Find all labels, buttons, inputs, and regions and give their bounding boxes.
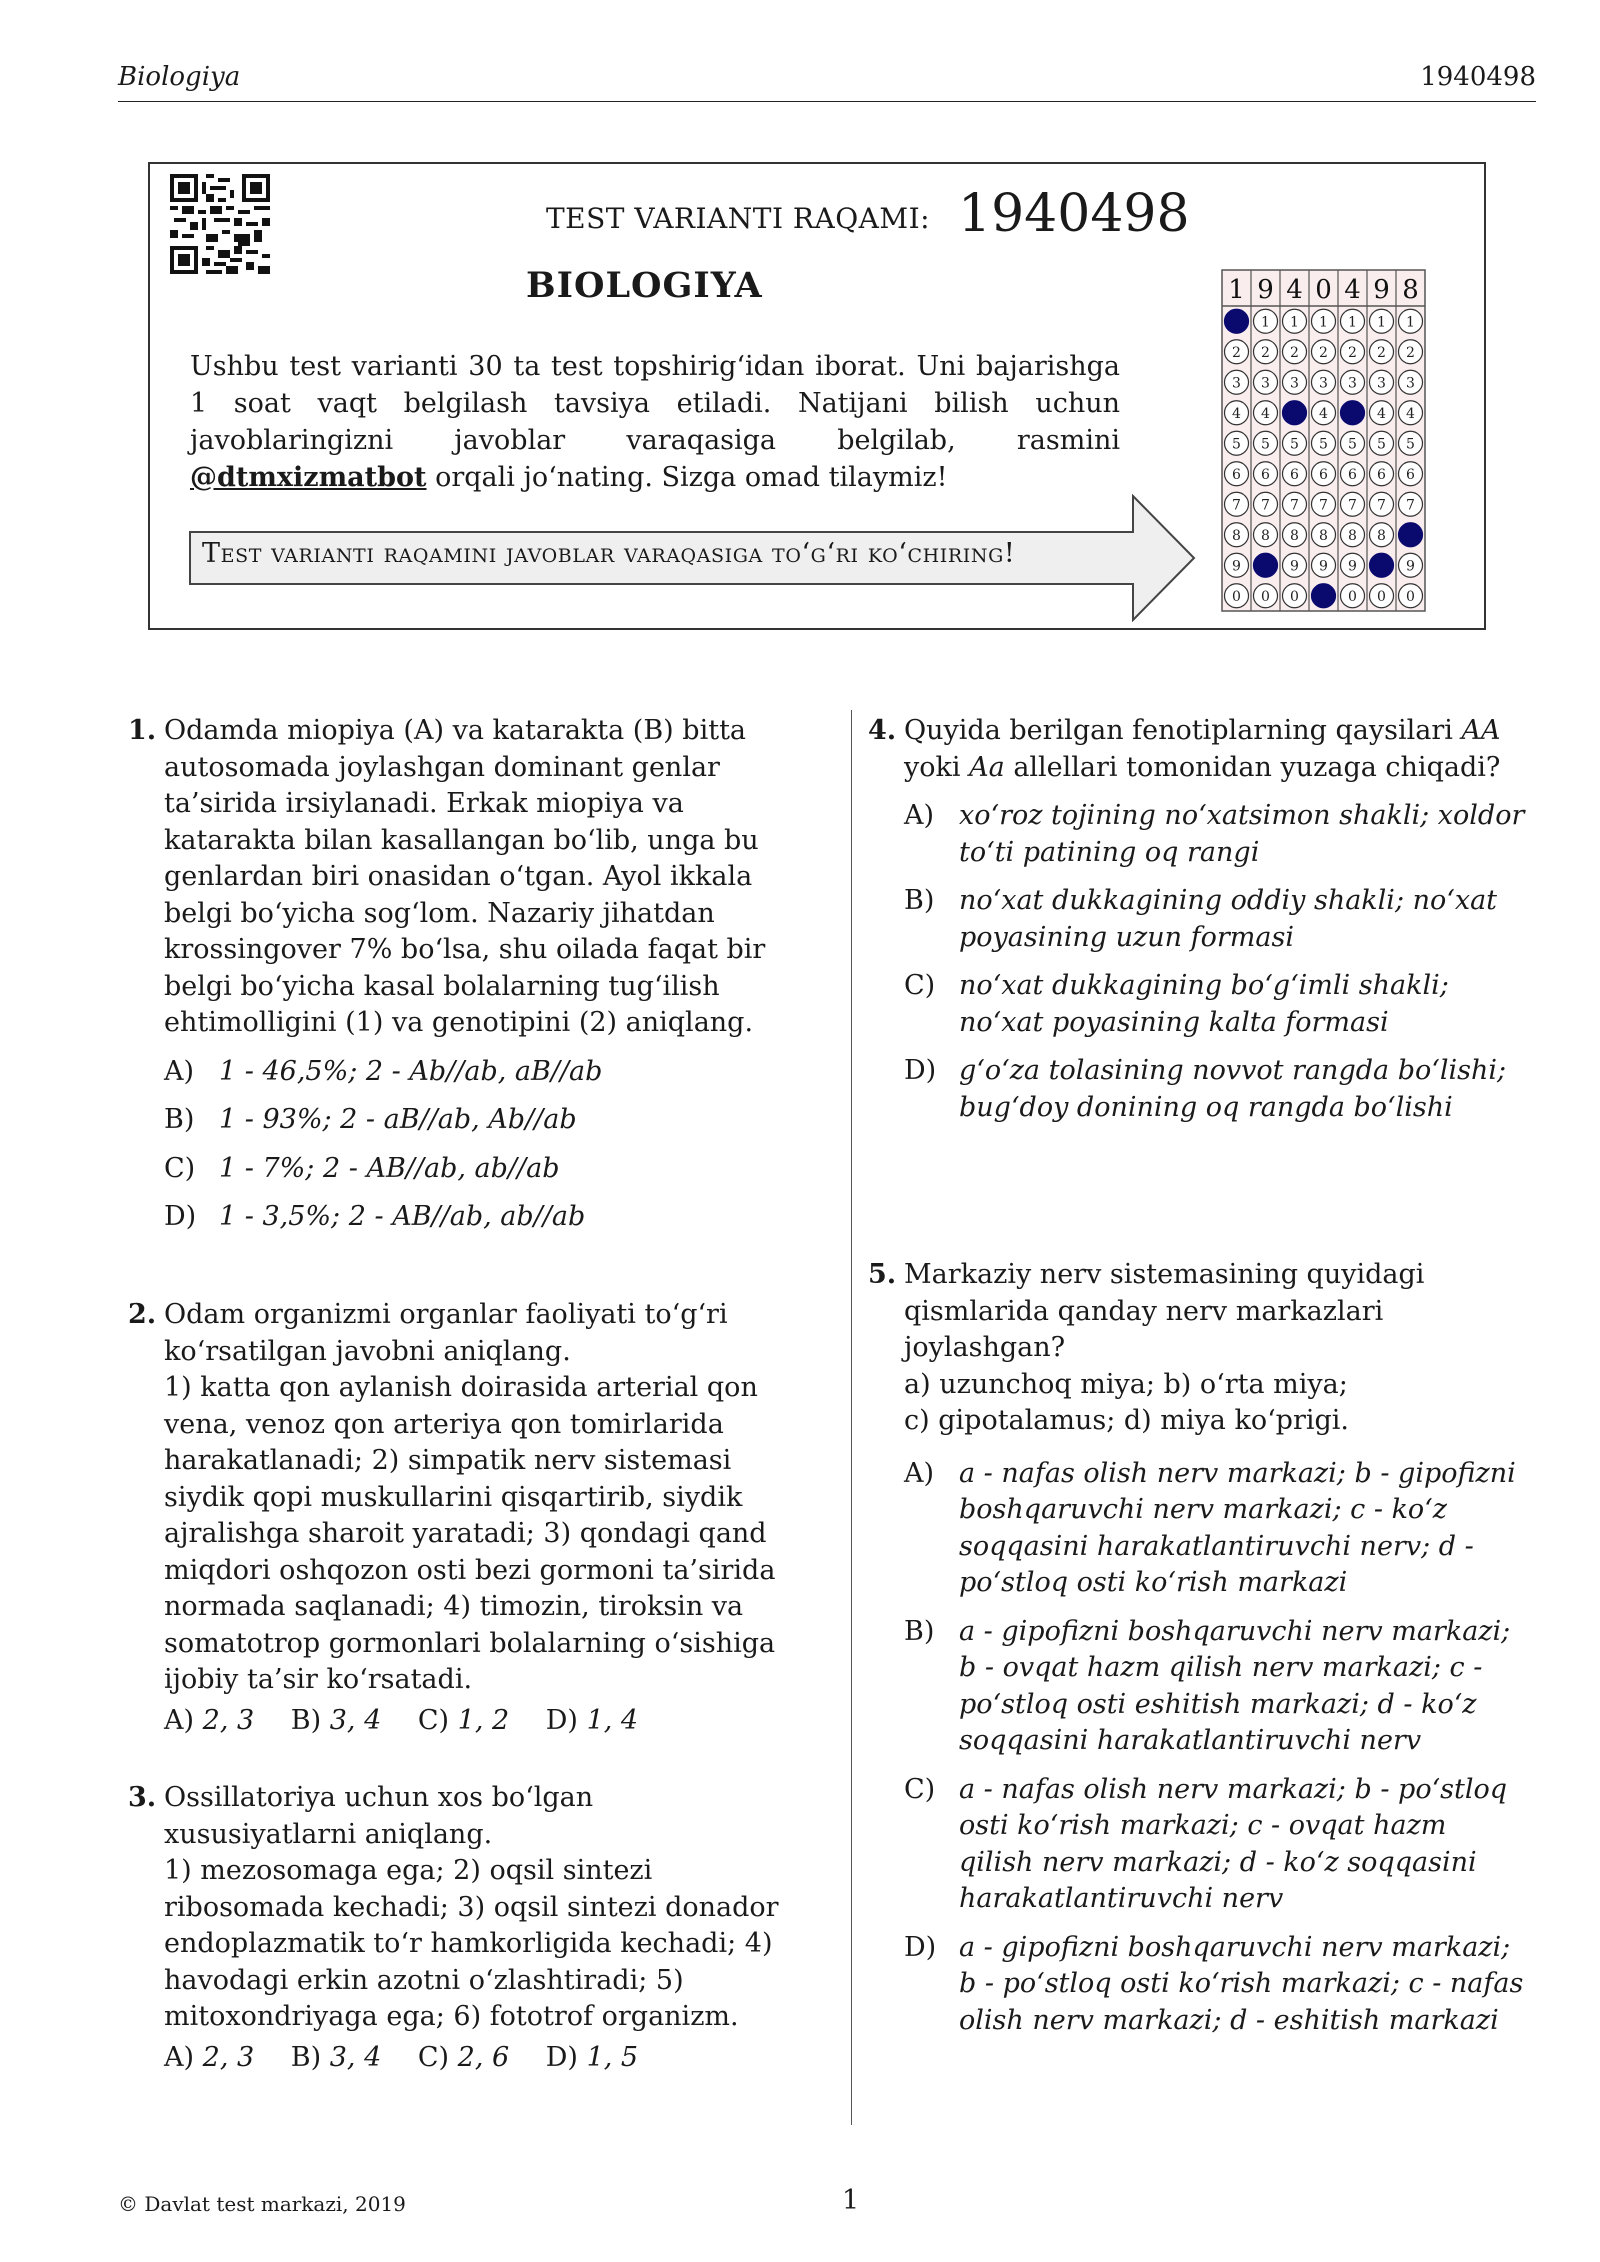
header-variant: 1940498 [1420,62,1536,92]
bubble-digit: 1 [1319,314,1328,331]
variant-digit: 0 [1315,275,1332,305]
option-text: 1, 2 [457,1704,510,1736]
question-2 [128,1297,788,1739]
option-letter: C) [904,1773,936,1805]
bubble-digit: 5 [1348,436,1357,453]
options-list [164,1054,788,1236]
qr-code-icon [170,174,270,274]
bubble-filled [1370,553,1394,577]
bubble-digit: 2 [1406,344,1415,361]
question-statements-2: c) gipotalamus; d) miya ko‘prigi. [904,1405,1349,1436]
bubble-digit: 6 [1406,466,1415,483]
variant-digit: 1 [1228,275,1245,305]
option-a[interactable] [164,1705,254,1736]
bubble-digit: 1 [1261,314,1270,331]
option-text: 3, 4 [329,2041,382,2073]
subject-title: BIOLOGIYA [526,265,763,306]
option-b[interactable] [904,1614,1528,1760]
bubble-digit: 3 [1261,375,1270,392]
option-letter: C) [164,1152,196,1184]
option-text: 1, 5 [586,2041,639,2073]
question-number: 2. [128,1299,157,1330]
intro-text [190,348,1120,496]
bubble-digit: 2 [1377,344,1386,361]
option-text: 1 - 46,5%; 2 - Ab//ab, aB//ab [219,1055,603,1087]
question-number: 5. [868,1259,897,1290]
option-letter: B) [904,1615,935,1647]
option-letter: A) [904,800,935,831]
option-b[interactable] [164,1102,788,1139]
option-letter: A) [164,1055,195,1087]
bubble-digit: 1 [1406,314,1415,331]
question-text-part: yoki [904,751,961,783]
bubble-digit: 8 [1348,527,1357,544]
bubble-digit: 1 [1348,314,1357,331]
bubble-digit: 3 [1377,375,1386,392]
bubble-digit: 5 [1406,436,1415,453]
bubble-digit: 5 [1261,436,1270,453]
option-text: a - gipofizni boshqaruvchi nerv markazi; b - ovqat hazm qilish nerv markazi; c - po‘stloq osti eshitish markazi; d - ko‘z soqqasini harakatlantiruvchi nerv [959,1615,1511,1756]
bubble-digit: 9 [1348,558,1357,575]
bubble-digit: 7 [1377,497,1386,514]
bubble-digit: 7 [1261,497,1270,514]
variant-digit: 8 [1402,275,1419,305]
question-text: Odam organizmi organlar faoliyati to‘g‘ri ko‘rsatilgan javobni aniqlang. [164,1299,728,1367]
option-d[interactable] [904,1930,1528,2040]
bubble-digit: 1 [1290,314,1299,331]
bubble-digit: 2 [1348,344,1357,361]
option-a[interactable] [904,1456,1528,1602]
bubble-digit: 4 [1406,405,1415,422]
bubble-digit: 0 [1290,588,1299,605]
footer-copyright: © Davlat test markazi, 2019 [118,2192,406,2216]
bubble-digit: 3 [1319,375,1328,392]
bubble-digit: 9 [1290,558,1299,575]
variant-digit: 9 [1257,275,1274,305]
option-text: 1 - 7%; 2 - AB//ab, ab//ab [219,1152,560,1184]
question-4 [868,713,1528,1138]
bubble-digit: 0 [1406,588,1415,605]
option-text: 3, 4 [329,1704,382,1736]
bubble-digit: 2 [1290,344,1299,361]
bubble-digit: 7 [1290,497,1299,514]
genotype-aa-hetero: Aa [969,751,1005,783]
option-text: no‘xat dukkagining bo‘g‘imli shakli; no‘xat poyasining kalta formasi [959,970,1449,1038]
bubble-digit: 0 [1261,588,1270,605]
question-number: 4. [868,715,897,746]
option-letter: C) [904,970,936,1001]
option-letter: B) [290,2041,322,2073]
variant-digit: 4 [1344,275,1361,305]
option-text: g‘o‘za tolasining novvot rangda bo‘lishi; bug‘doy donining oq rangda bo‘lishi [959,1055,1507,1123]
option-text: 1 - 3,5%; 2 - AB//ab, ab//ab [219,1201,586,1232]
bubble-digit: 5 [1290,436,1299,453]
option-b[interactable] [904,883,1528,956]
option-text: a - nafas olish nerv markazi; b - po‘stloq osti ko‘rish markazi; c - ovqat hazm qilish nerv markazi; d - ko‘z soqqasini harakatlantiruvchi nerv [959,1773,1508,1914]
bubble-digit: 6 [1319,466,1328,483]
bubble-filled [1341,401,1365,425]
bubble-digit: 8 [1232,527,1241,544]
bubble-digit: 4 [1261,405,1270,422]
bubble-digit: 8 [1377,527,1386,544]
question-text: Markaziy nerv sistemasining quyidagi qismlarida qanday nerv markazlari joylashgan? [904,1259,1425,1363]
variant-bubble-grid [1220,268,1430,618]
option-text: 1, 4 [586,1704,639,1736]
option-text: 2, 3 [202,2041,255,2073]
question-statements: 1) mezosomaga ega; 2) oqsil sintezi ribosomada kechadi; 3) oqsil sintezi donador endoplazmatik to‘r hamkorligida kechadi; 4) havodagi erkin azotni o‘zlashtiradi; 5) mitoxondriyaga ega; 6) fototrof organizm. [164,1855,779,2032]
bubble-digit: 2 [1319,344,1328,361]
bubble-digit: 4 [1232,405,1241,422]
bubble-digit: 6 [1261,466,1270,483]
variant-digit: 9 [1373,275,1390,305]
bubble-digit: 8 [1319,527,1328,544]
bubble-digit: 6 [1348,466,1357,483]
option-b[interactable] [291,2042,382,2073]
option-b[interactable] [291,1705,382,1736]
bubble-digit: 2 [1232,344,1241,361]
question-number: 1. [128,715,157,746]
option-c[interactable] [418,1705,509,1736]
bubble-digit: 5 [1377,436,1386,453]
bubble-digit: 0 [1348,588,1357,605]
bubble-digit: 7 [1319,497,1328,514]
option-letter: D) [164,1201,197,1232]
bubble-digit: 3 [1406,375,1415,392]
bubble-digit: 9 [1319,558,1328,575]
option-text: 2, 3 [202,1704,255,1736]
bubble-digit: 5 [1232,436,1241,453]
bubble-digit: 7 [1348,497,1357,514]
bubble-digit: 9 [1232,558,1241,575]
variant-digit: 4 [1286,275,1303,305]
option-d[interactable] [904,1053,1528,1126]
question-text: Odamda miopiya (A) va katarakta (B) bitta autosomada joylashgan dominant genlar ta’sirida irsiylanadi. Erkak miopiya va katarakta bilan kasallangan bo‘lib, unga bu genlardan biri onasidan o‘tgan. Ayol ikkala belgi bo‘yicha sog‘lom. Nazariy jihatdan krossingover 7% bo‘lsa, shu oilada faqat bir belgi bo‘yicha kasal bolalarning tug‘ilish ehtimolligini (1) va genotipini (2) aniqlang. [164,715,766,1038]
page-number: 1 [842,2185,860,2216]
bubble-digit: 2 [1261,344,1270,361]
bubble-digit: 7 [1232,497,1241,514]
option-a[interactable] [904,798,1528,871]
option-d[interactable] [164,1199,788,1236]
question-number: 3. [128,1782,157,1813]
arrow-instruction: Test varianti raqamini javoblar varaqasiga to‘g‘ri ko‘chiring! [202,538,1016,569]
option-letter: D) [545,1704,578,1736]
options-inline [164,1703,788,1740]
option-c[interactable] [904,1772,1528,1918]
option-letter: A) [904,1457,935,1489]
option-letter: B) [290,1704,322,1736]
question-3 [128,1780,788,2076]
bubble-filled [1225,309,1249,333]
option-a[interactable] [164,2042,254,2073]
bubble-digit: 9 [1406,558,1415,575]
bubble-filled [1254,553,1278,577]
option-text: 2, 6 [457,2041,510,2073]
question-text [904,713,1528,786]
question-statements: 1) katta qon aylanish doirasida arterial qon vena, venoz qon arteriya qon tomirlarida harakatlanadi; 2) simpatik nerv sistemasi siydik qopi muskullarini qisqartirib, siydik ajralishga sharoit yaratadi; 3) qondagi qand miqdori oshqozon osti bezi gormoni ta’sirida normada saqlanadi; 4) timozin, tiroksin va somatotrop gormonlari bolalarning o‘sishiga ijobiy ta’sir ko‘rsatadi. [164,1372,776,1695]
options-list [904,798,1528,1126]
bubble-digit: 0 [1377,588,1386,605]
bubble-digit: 3 [1290,375,1299,392]
bubble-digit: 4 [1377,405,1386,422]
genotype-aa: AA [1461,715,1501,746]
option-letter: C) [417,1704,450,1736]
option-letter: D) [904,1931,937,1963]
options-list [904,1456,1528,2040]
option-letter: A) [164,1704,195,1736]
header-subject: Biologiya [118,62,241,92]
option-letter: C) [417,2041,450,2073]
bubble-digit: 8 [1290,527,1299,544]
option-c[interactable] [904,968,1528,1041]
option-letter: B) [164,1104,195,1135]
variant-number: 1940498 [958,184,1190,244]
option-letter: A) [164,2041,195,2073]
telegram-bot-link[interactable]: @dtmxizmatbot [190,462,427,493]
option-a[interactable] [164,1054,788,1091]
question-statements-1: a) uzunchoq miya; b) o‘rta miya; [904,1368,1348,1400]
bubble-filled [1283,401,1307,425]
question-1 [128,713,788,1248]
option-letter: D) [904,1055,937,1086]
bubble-digit: 6 [1232,466,1241,483]
bubble-digit: 5 [1319,436,1328,453]
option-d[interactable] [546,1705,638,1736]
bubble-digit: 3 [1232,375,1241,392]
intro-part2: orqali jo‘nating. Sizga omad tilaymiz! [435,462,948,493]
option-letter: D) [545,2041,578,2073]
bubble-digit: 4 [1319,405,1328,422]
column-divider [851,710,852,2125]
option-c[interactable] [164,1151,788,1188]
option-text: 1 - 93%; 2 - aB//ab, Ab//ab [219,1104,577,1135]
question-5 [868,1257,1528,2051]
option-letter: B) [904,885,935,916]
question-text: Ossillatoriya uchun xos bo‘lgan xususiyatlarni aniqlang. [164,1782,594,1850]
bubble-digit: 0 [1232,588,1241,605]
option-text: a - nafas olish nerv markazi; b - gipofizni boshqaruvchi nerv markazi; c - ko‘z soqqasini harakatlantiruvchi nerv; d - po‘stloq osti ko‘rish markazi [959,1457,1516,1598]
option-text: no‘xat dukkagining oddiy shakli; no‘xat poyasining uzun formasi [959,885,1498,953]
option-text: xo‘roz tojining no‘xatsimon shakli; xoldor to‘ti patining oq rangi [959,800,1525,868]
option-text: a - gipofizni boshqaruvchi nerv markazi; b - po‘stloq osti ko‘rish markazi; c - nafas olish nerv markazi; d - eshitish markazi [959,1931,1524,2036]
info-box [148,162,1486,630]
question-text-part: Quyida berilgan fenotiplarning qaysilari [904,715,1453,746]
bubble-digit: 7 [1406,497,1415,514]
bubble-filled [1399,523,1423,547]
bubble-digit: 6 [1290,466,1299,483]
bubble-digit: 6 [1377,466,1386,483]
bubble-digit: 3 [1348,375,1357,392]
variant-label: TEST VARIANTI RAQAMI: [546,202,931,235]
question-text-part: allellari tomonidan yuzaga chiqadi? [1013,751,1501,783]
option-c[interactable] [418,2042,509,2073]
option-d[interactable] [546,2042,638,2073]
bubble-digit: 8 [1261,527,1270,544]
bubble-digit: 1 [1377,314,1386,331]
options-inline [164,2040,788,2077]
bubble-filled [1312,584,1336,608]
intro-part1: Ushbu test varianti 30 ta test topshirig‘idan iborat. Uni bajarishga 1 soat vaqt belgilash tavsiya etiladi. Natijani bilish uchun javoblaringizni javoblar varaqasiga belgilab, rasmini [190,351,1120,456]
header-rule [118,101,1536,102]
